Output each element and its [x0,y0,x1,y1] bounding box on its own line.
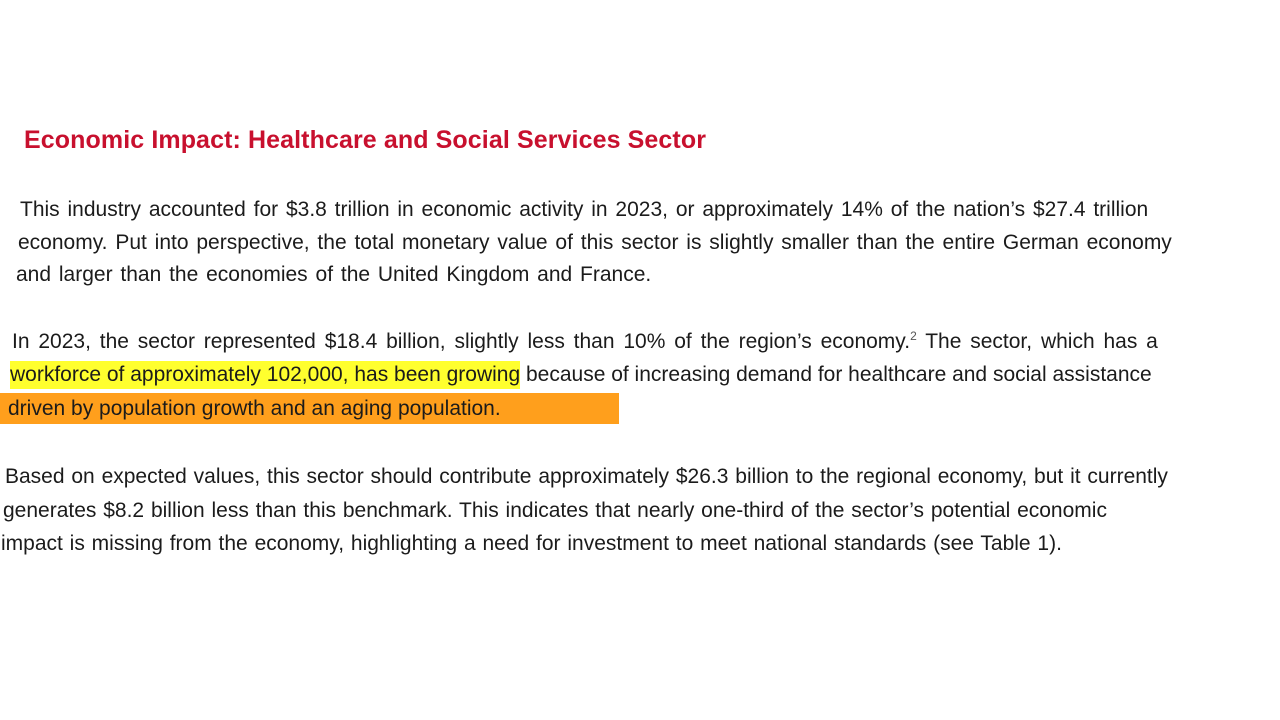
paragraph-3-line-3: impact is missing from the economy, highlighting a need for investment to meet national standards (see Table 1). [1,532,1062,555]
paragraph-3-line-2: generates $8.2 billion less than this benchmark. This indicates that nearly one-third of the sector’s potential economic [3,499,1107,522]
yellow-highlight: workforce of approximately 102,000, has been growing [10,361,520,389]
paragraph-2-line-3: driven by population growth and an aging population. [8,397,501,420]
paragraph-2-line-1-text: In 2023, the sector represented $18.4 billion, slightly less than 10% of the region’s economy. [12,330,911,353]
paragraph-3-line-1: Based on expected values, this sector should contribute approximately $26.3 billion to the regional economy, but it currently [5,465,1168,488]
page-title: Economic Impact: Healthcare and Social Services Sector [24,126,707,154]
paragraph-2-line-1 [12,328,1158,356]
paragraph-2-line-2-rest: because of increasing demand for healthcare and social assistance [520,363,1152,386]
paragraph-1-line-1: This industry accounted for $3.8 trillion in economic activity in 2023, or approximately 14% of the nation’s $27.4 trillion [20,198,1149,221]
paragraph-2-line-1-end: The sector, which has a [916,330,1158,353]
paragraph-2-line-2 [10,361,1152,389]
paragraph-1-line-3: and larger than the economies of the United Kingdom and France. [16,263,652,286]
paragraph-1-line-2: economy. Put into perspective, the total monetary value of this sector is slightly smaller than the entire German economy [18,231,1172,254]
footnote-reference[interactable]: 2 [910,329,917,343]
